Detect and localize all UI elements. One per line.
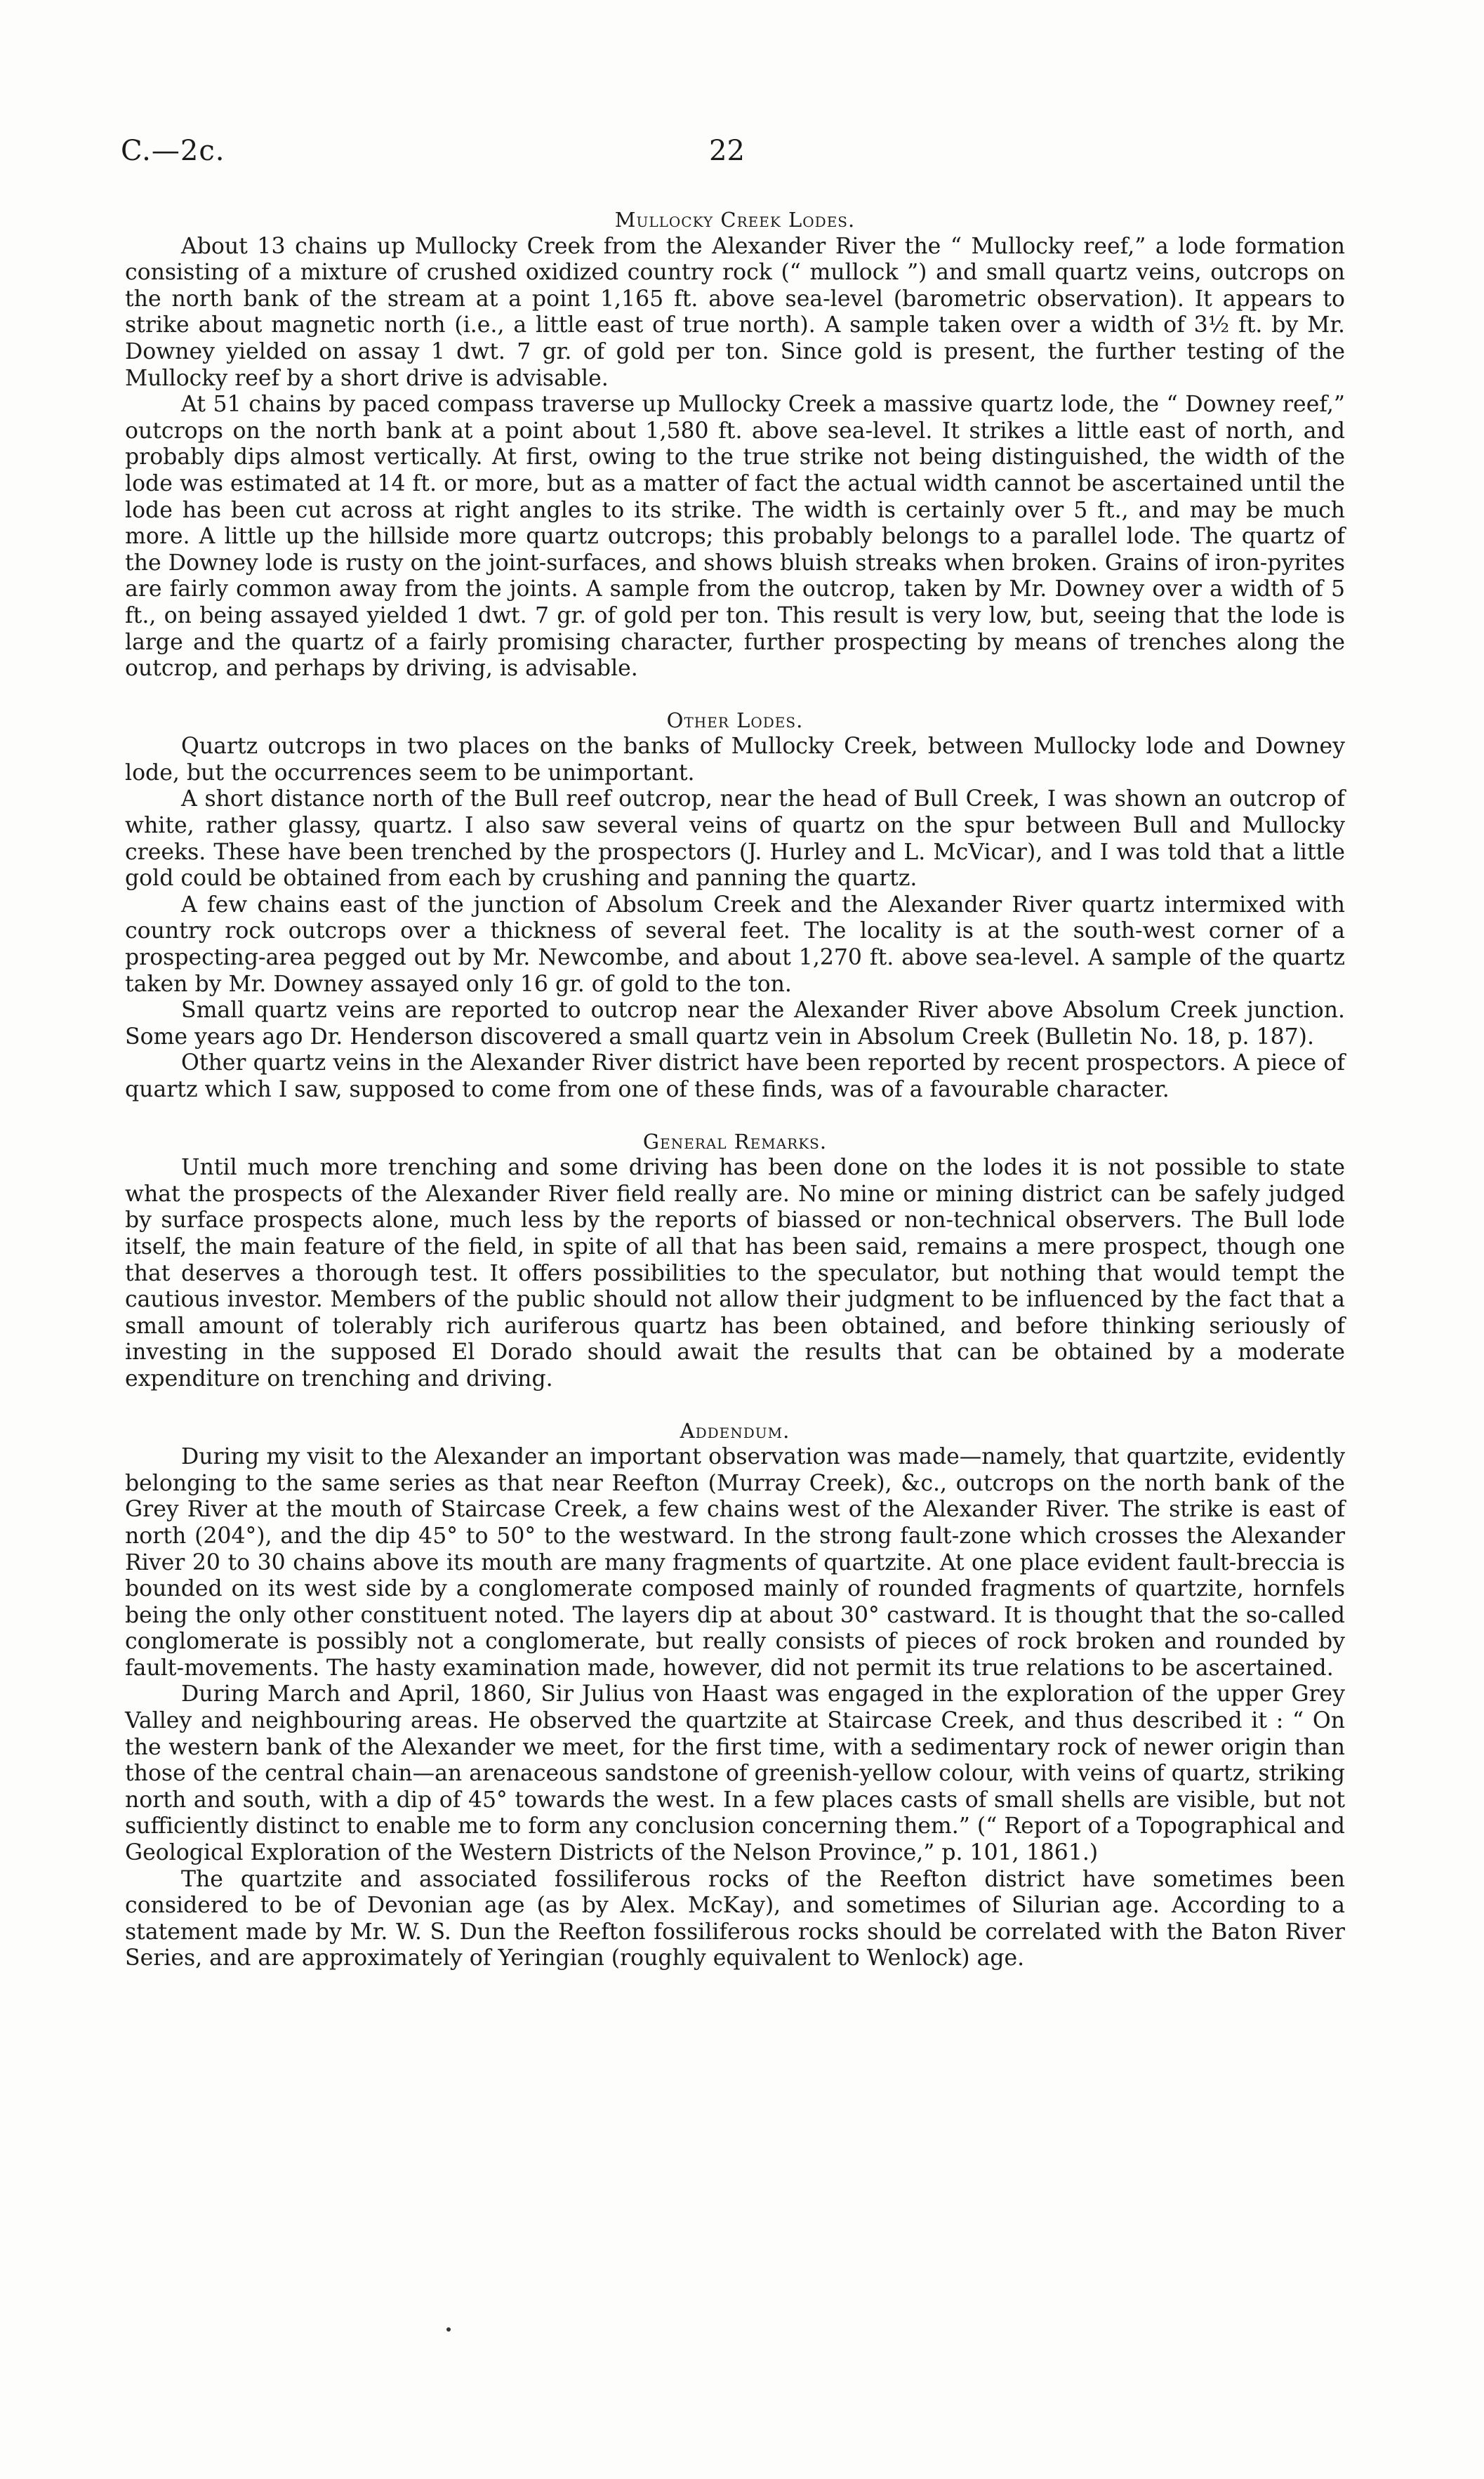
page-number: 22 (709, 135, 745, 167)
stray-ink-dot (446, 2327, 451, 2332)
paragraph: During my visit to the Alexander an important observation was made—namely, that quartzite, evidently belonging to the same series as that near Reefton (Murray Creek), &c., outcrops on the north bank of the Grey River at the mouth of Staircase Creek, a few chains west of the Alexander River. The strike is east of north (204°), and the dip 45° to 50° to the westward. In the strong fault-zone which crosses the Alexander River 20 to 30 chains above its mouth are many fragments of quartzite. At one place evident fault-breccia is bounded on its west side by a conglomerate composed mainly of rounded fragments of quartzite, hornfels being the only other constituent noted. The layers dip at about 30° castward. It is thought that the so-called conglomerate is possibly not a conglomerate, but really consists of pieces of rock broken and rounded by fault-movements. The hasty examination made, however, did not permit its true relations to be ascertained. (125, 1444, 1345, 1681)
section-heading-mullocky-creek-lodes: Mullocky Creek Lodes. (614, 208, 856, 232)
paragraph: A few chains east of the junction of Absolum Creek and the Alexander River quartz intermixed with country rock outcrops over a thickness of several feet. The locality is at the south-west corner of a prospecting-area pegged out by Mr. Newcombe, and about 1,270 ft. above sea-level. A sample of the quartz taken by Mr. Downey assayed only 16 gr. of gold to the ton. (125, 892, 1345, 997)
paragraph: During March and April, 1860, Sir Julius von Haast was engaged in the exploration of the upper Grey Valley and neighbouring areas. He observed the quartzite at Staircase Creek, and thus described it : “ On the western bank of the Alexander we meet, for the first time, with a sedimentary rock of newer origin than those of the central chain—an arenaceous sandstone of greenish-yellow colour, with veins of quartz, striking north and south, with a dip of 45° towards the west. In a few places casts of small shells are visible, but not sufficiently distinct to enable me to form any conclusion concerning them.” (“ Report of a Topographical and Geological Exploration of the Western Districts of the Nelson Province,” p. 101, 1861.) (125, 1681, 1345, 1866)
paragraph: Small quartz veins are reported to outcrop near the Alexander River above Absolum Creek junction. Some years ago Dr. Henderson discovered a small quartz vein in Absolum Creek (Bulletin No. 18, p. 187). (125, 998, 1345, 1050)
paragraph: Other quartz veins in the Alexander River district have been reported by recent prospectors. A piece of quartz which I saw, supposed to come from one of these finds, was of a favourable character. (125, 1050, 1345, 1102)
paragraph: Until much more trenching and some driving has been done on the lodes it is not possible to state what the prospects of the Alexander River field really are. No mine or mining district can be safely judged by surface prospects alone, much less by the reports of biassed or non-technical observers. The Bull lode itself, the main feature of the field, in spite of all that has been said, remains a mere prospect, though one that deserves a thorough test. It offers possibilities to the speculator, but nothing that would tempt the cautious investor. Members of the public should not allow their judgment to be influenced by the fact that a small amount of tolerably rich auriferous quartz has been obtained, and before thinking seriously of investing in the supposed El Dorado should await the results that can be obtained by a moderate expenditure on trenching and driving. (125, 1155, 1345, 1391)
paragraph: The quartzite and associated fossiliferous rocks of the Reefton district have sometimes been considered to be of Devonian age (as by Alex. McKay), and sometimes of Silurian age. According to a statement made by Mr. W. S. Dun the Reefton fossiliferous rocks should be correlated with the Baton River Series, and are approximately of Yeringian (roughly equivalent to Wenlock) age. (125, 1866, 1345, 1971)
section-heading-addendum: Addendum. (680, 1418, 790, 1443)
paragraph: At 51 chains by paced compass traverse up Mullocky Creek a massive quartz lode, the “ Downey reef,” outcrops on the north bank at a point about 1,580 ft. above sea-level. It strikes a little east of north, and probably dips almost vertically. At first, owing to the true strike not being distinguished, the width of the lode was estimated at 14 ft. or more, but as a matter of fact the actual width cannot be ascertained until the lode has been cut across at right angles to its strike. The width is certainly over 5 ft., and may be much more. A little up the hillside more quartz outcrops; this probably belongs to a parallel lode. The quartz of the Downey lode is rusty on the joint-surfaces, and shows bluish streaks when broken. Grains of iron-pyrites are fairly common away from the joints. A sample from the outcrop, taken by Mr. Downey over a width of 5 ft., on being assayed yielded 1 dwt. 7 gr. of gold per ton. This result is very low, but, seeing that the lode is large and the quartz of a fairly promising character, further prospecting by means of trenches along the outcrop, and perhaps by driving, is advisable. (125, 392, 1345, 682)
section-heading-general-remarks: General Remarks. (642, 1129, 828, 1153)
paragraph: About 13 chains up Mullocky Creek from the Alexander River the “ Mullocky reef,” a lode formation consisting of a mixture of crushed oxidized country rock (“ mullock ”) and small quartz veins, outcrops on the north bank of the stream at a point 1,165 ft. above sea-level (barometric observation). It appears to strike about magnetic north (i.e., a little east of true north). A sample taken over a width of 3½ ft. by Mr. Downey yielded on assay 1 dwt. 7 gr. of gold per ton. Since gold is present, the further testing of the Mullocky reef by a short drive is advisable. (125, 233, 1345, 391)
paragraph: A short distance north of the Bull reef outcrop, near the head of Bull Creek, I was shown an outcrop of white, rather glassy, quartz. I also saw several veins of quartz on the spur between Bull and Mullocky creeks. These have been trenched by the prospectors (J. Hurley and L. McVicar), and I was told that a little gold could be obtained from each by crushing and panning the quartz. (125, 786, 1345, 892)
document-reference: C.—2c. (121, 135, 225, 167)
paragraph: Quartz outcrops in two places on the banks of Mullocky Creek, between Mullocky lode and Downey lode, but the occurrences seem to be unimportant. (125, 734, 1345, 786)
section-heading-other-lodes: Other Lodes. (666, 708, 804, 732)
body-text (125, 207, 1345, 1972)
